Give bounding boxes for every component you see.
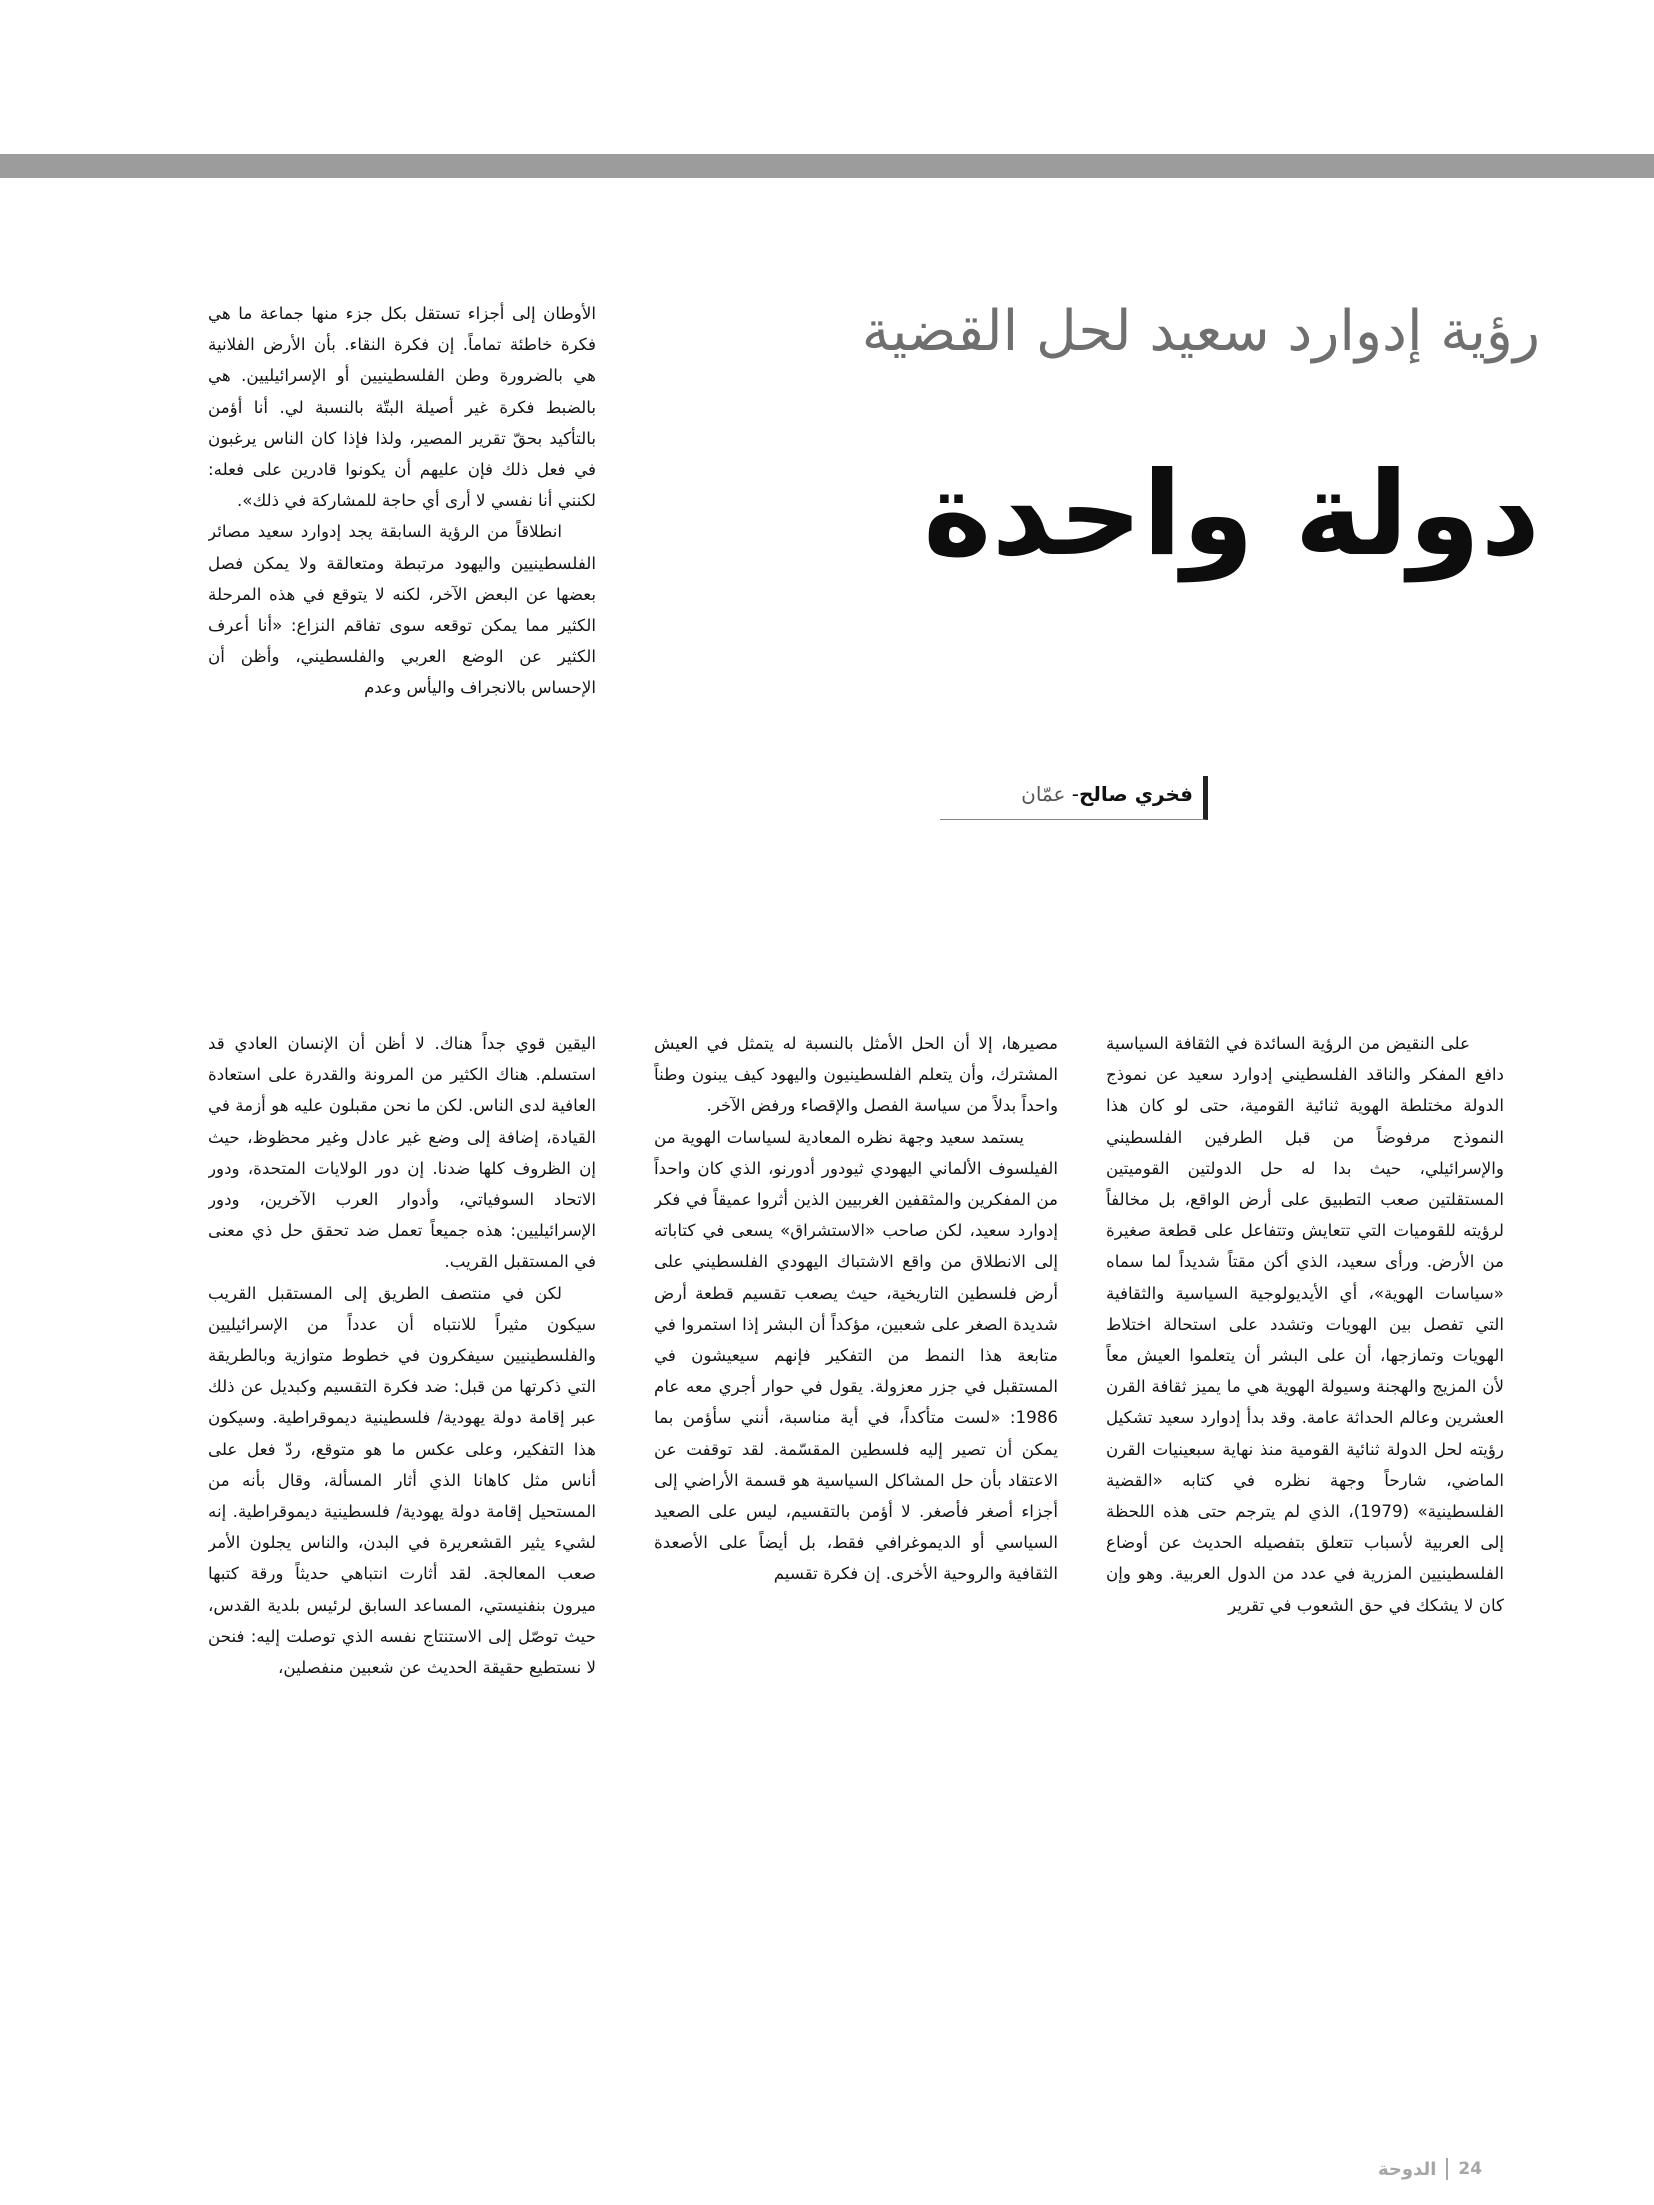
paragraph: الأوطان إلى أجزاء تستقل بكل جزء منها جماعة ما هي فكرة خاطئة تماماً. إن فكرة النقاء. بأن الأرض الفلانية هي بالضرورة وطن الفلسطينيين أو الإسرائيليين. هي بالضبط فكرة غير أصيلة البتّة بالنسبة لي. أنا أؤمن بالتأكيد بحقّ تقرير المصير، ولذا فإذا كان الناس يرغبون في فعل ذلك فإن عليهم أن يكونوا قادرين على فعله: لكنني أنا نفسي لا أرى أي حاجة للمشاركة في ذلك». bbox=[208, 303, 596, 511]
magazine-name: الدوحة bbox=[1378, 2158, 1437, 2180]
text-column-lower-middle bbox=[654, 1028, 1058, 2088]
text-column-lower-left bbox=[208, 1028, 596, 2088]
article-kicker: رؤية إدوارد سعيد لحل القضية bbox=[861, 299, 1540, 364]
text-column-lower-right bbox=[1106, 1028, 1504, 2088]
byline-separator: - bbox=[1071, 782, 1079, 806]
paragraph: مصيرها، إلا أن الحل الأمثل بالنسبة له يتمثل في العيش المشترك، وأن يتعلم الفلسطينيون واليهود كيف يبنون وطناً واحداً بدلاً من سياسة الفصل والإقصاء ورفض الآخر. bbox=[654, 1033, 1058, 1116]
paragraph: اليقين قوي جداً هناك. لا أظن أن الإنسان العادي قد استسلم. هناك الكثير من المرونة والقدرة على استعادة العافية لدى الناس. لكن ما نحن مقبلون عليه هو أزمة في القيادة، إضافة إلى وضع غير عادل وغير محظوظ، حيث إن الظروف كلها ضدنا. إن دور الولايات المتحدة، ودور الاتحاد السوفياتي، وأدوار العرب الآخرين، ودور الإسرائيليين: هذه جميعاً تعمل ضد تحقق حل ذي معنى في المستقبل القريب. bbox=[208, 1033, 596, 1272]
paragraph: انطلاقاً من الرؤية السابقة يجد إدوارد سعيد مصائر الفلسطينيين واليهود مرتبطة ومتعالقة ولا يمكن فصل بعضها عن البعض الآخر، لكنه لا يتوقع في هذه المرحلة الكثير مما يمكن توقعه سوى تفاقم النزاع: «أنا أعرف الكثير عن الوضع العربي والفلسطيني، وأظن أن الإحساس بالانجراف واليأس وعدم bbox=[208, 521, 596, 698]
byline-place: عمّان bbox=[1021, 782, 1066, 806]
byline bbox=[940, 776, 1208, 820]
page-footer bbox=[1378, 2154, 1528, 2184]
page-number: 24 bbox=[1458, 2159, 1483, 2179]
header-rule bbox=[0, 154, 1654, 178]
paragraph-lead: على النقيض من الرؤية السائدة في الثقافة السياسية دافع المفكر والناقد الفلسطيني إدوارد سعيد عن نموذج الدولة مختلطة الهوية ثنائية القومية، حتى لو كان هذا النموذج مرفوضاً من قبل الطرفين الفلسطيني والإسرائيلي، حيث بدا له حل الدولتين القوميتين المستقلتين صعب التطبيق على أرض الواقع، بل مخالفاً لرؤيته للقوميات التي تتعايش وتتفاعل على قطعة صغيرة من الأرض. ورأى سعيد، الذي أكن مقتاً شديداً لما سماه «سياسات الهوية»، أي الأيديولوجية السياسية والثقافية التي تفصل بين الهويات وتشدد على استحالة اختلاط الهويات وتمازجها، أن على البشر أن يتعلموا العيش معاً لأن المزيج والهجنة وسيولة الهوية هي ما يميز ثقافة القرن العشرين وعالم الحداثة عامة. وقد بدأ إدوارد سعيد تشكيل رؤيته لحل الدولة ثنائية القومية منذ نهاية سبعينيات القرن الماضي، شارحاً وجهة نظره في كتابه «القضية الفلسطينية» (1979)، الذي لم يترجم حتى هذه اللحظة إلى العربية لأسباب تتعلق بتفصيله الحديث عن أوضاع الفلسطينيين المزرية في عدد من الدول العربية. وهو وإن كان لا يشكك في حق الشعوب في تقرير bbox=[1106, 1033, 1504, 1615]
article-headline: دولة واحدة bbox=[923, 447, 1540, 582]
footer-divider bbox=[1446, 2158, 1448, 2180]
byline-author: فخري صالح bbox=[1078, 782, 1193, 806]
paragraph: لكن في منتصف الطريق إلى المستقبل القريب سيكون مثيراً للانتباه أن عدداً من الإسرائيليين والفلسطينيين سيفكرون في خطوط متوازية وبالطريقة التي ذكرتها من قبل: ضد فكرة التقسيم وكبديل عن ذلك عبر إقامة دولة يهودية/ فلسطينية ديموقراطية. وسيكون هذا التفكير، وعلى عكس ما هو متوقع، ردّ فعل على أناس مثل كاهانا الذي أثار المسألة، وقال بأنه من المستحيل إقامة دولة يهودية/ فلسطينية ديموقراطية. إنه لشيء يثير القشعريرة في البدن، والناس يجلون الأمر صعب المعالجة. لقد أثارت انتباهي حديثاً ورقة كتبها ميرون بنفنيستي، المساعد السابق لرئيس بلدية القدس، حيث توصّل إلى الاستنتاج نفسه الذي توصلت إليه: فنحن لا نستطيع حقيقة الحديث عن شعبين منفصلين، bbox=[208, 1282, 596, 1678]
paragraph: يستمد سعيد وجهة نظره المعادية لسياسات الهوية من الفيلسوف الألماني اليهودي ثيودور أدورنو، الذي كان واحداً من المفكرين والمثقفين الغربيين الذين أثروا عميقاً في فكر إدوارد سعيد، لكن صاحب «الاستشراق» يسعى في كتاباته إلى الانطلاق من واقع الاشتباك اليهودي الفلسطيني على أرض فلسطين التاريخية، حيث يصعب تقسيم قطعة أرض شديدة الصغر على شعبين، مؤكداً أن البشر إذا استمروا في متابعة هذا النمط من التفكير فإنهم سيعيشون في المستقبل في جزر معزولة. يقول في حوار أجري معه عام 1986: «لست متأكداً، في أية مناسبة، أنني سأؤمن بما يمكن أن تصير إليه فلسطين المقسّمة. لقد توقفت عن الاعتقاد بأن حل المشاكل السياسية هو قسمة الأراضي إلى أجزاء أصغر فأصغر. لا أؤمن بالتقسيم، ليس على الصعيد السياسي أو الديموغرافي فقط، بل أيضاً على الأصعدة الثقافية والروحية الأخرى. إن فكرة تقسيم bbox=[654, 1126, 1058, 1584]
text-column-upper-left bbox=[208, 298, 596, 1090]
